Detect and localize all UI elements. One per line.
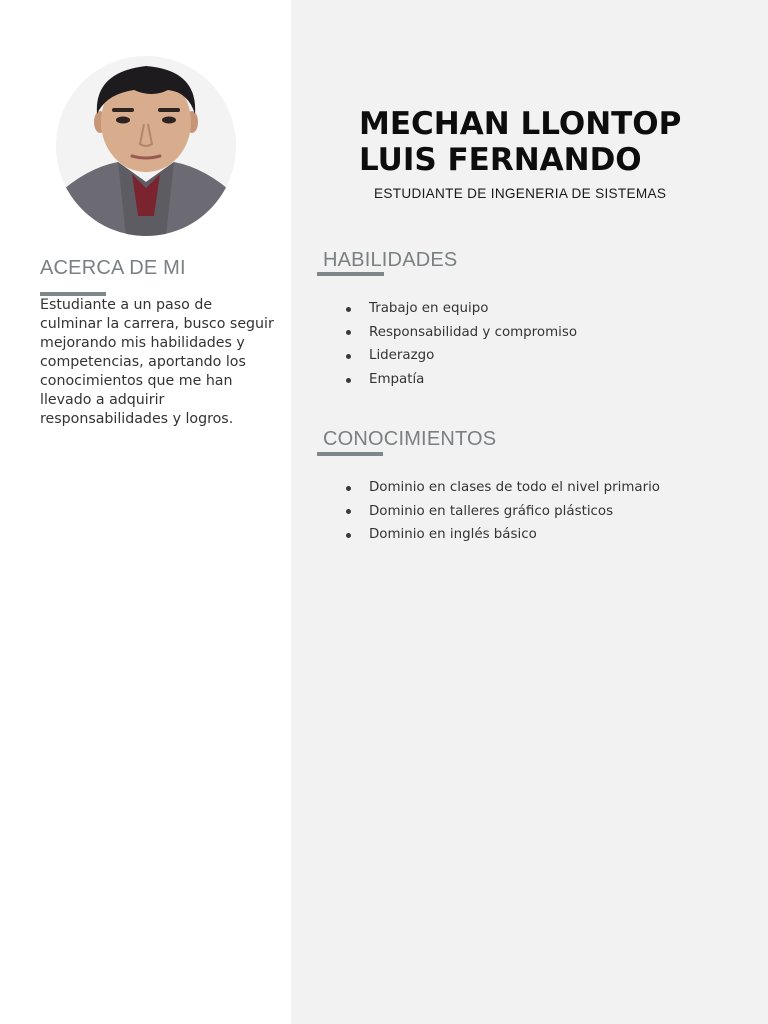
bullet-icon [346, 378, 351, 383]
name-line-2: LUIS FERNANDO [359, 142, 642, 178]
profile-photo [56, 56, 236, 236]
skill-label: Liderazgo [369, 348, 435, 364]
skill-label: Responsabilidad y compromiso [369, 324, 578, 340]
list-item [344, 344, 577, 368]
profile-title: ESTUDIANTE DE INGENERIA DE SISTEMAS [374, 186, 667, 201]
skills-list [344, 297, 577, 392]
list-item [344, 368, 577, 392]
knowledge-heading-bar [317, 452, 383, 456]
list-item [344, 523, 660, 547]
list-item [344, 321, 577, 345]
list-item [344, 476, 660, 500]
bullet-icon [346, 486, 351, 491]
left-column [0, 0, 291, 1024]
about-heading: ACERCA DE MI [40, 257, 186, 279]
bullet-icon [346, 509, 351, 514]
knowledge-label: Dominio en clases de todo el nivel primario [369, 480, 660, 495]
bullet-icon [346, 354, 351, 359]
skills-heading-bar [317, 272, 384, 276]
person-photo-icon [56, 56, 236, 236]
knowledge-label: Dominio en talleres gráfico plásticos [369, 503, 614, 519]
knowledge-label: Dominio en inglés básico [369, 527, 537, 543]
bullet-icon [346, 330, 351, 335]
skill-label: Empatía [369, 372, 425, 388]
knowledge-heading: CONOCIMIENTOS [323, 428, 497, 450]
list-item [344, 500, 660, 524]
name-line-1: MECHAN LLONTOP [359, 106, 682, 142]
skill-label: Trabajo en equipo [369, 301, 489, 316]
knowledge-list [344, 476, 660, 547]
bullet-icon [346, 307, 351, 312]
bullet-icon [346, 533, 351, 538]
full-name [359, 106, 681, 178]
skills-heading: HABILIDADES [323, 249, 458, 271]
list-item [344, 297, 577, 321]
about-text: Estudiante a un paso de culminar la carrera, busco seguir mejorando mis habilidades y competencias, aportando los conocimientos que me han llevado a adquirir responsabilidades y logros. [40, 297, 274, 427]
